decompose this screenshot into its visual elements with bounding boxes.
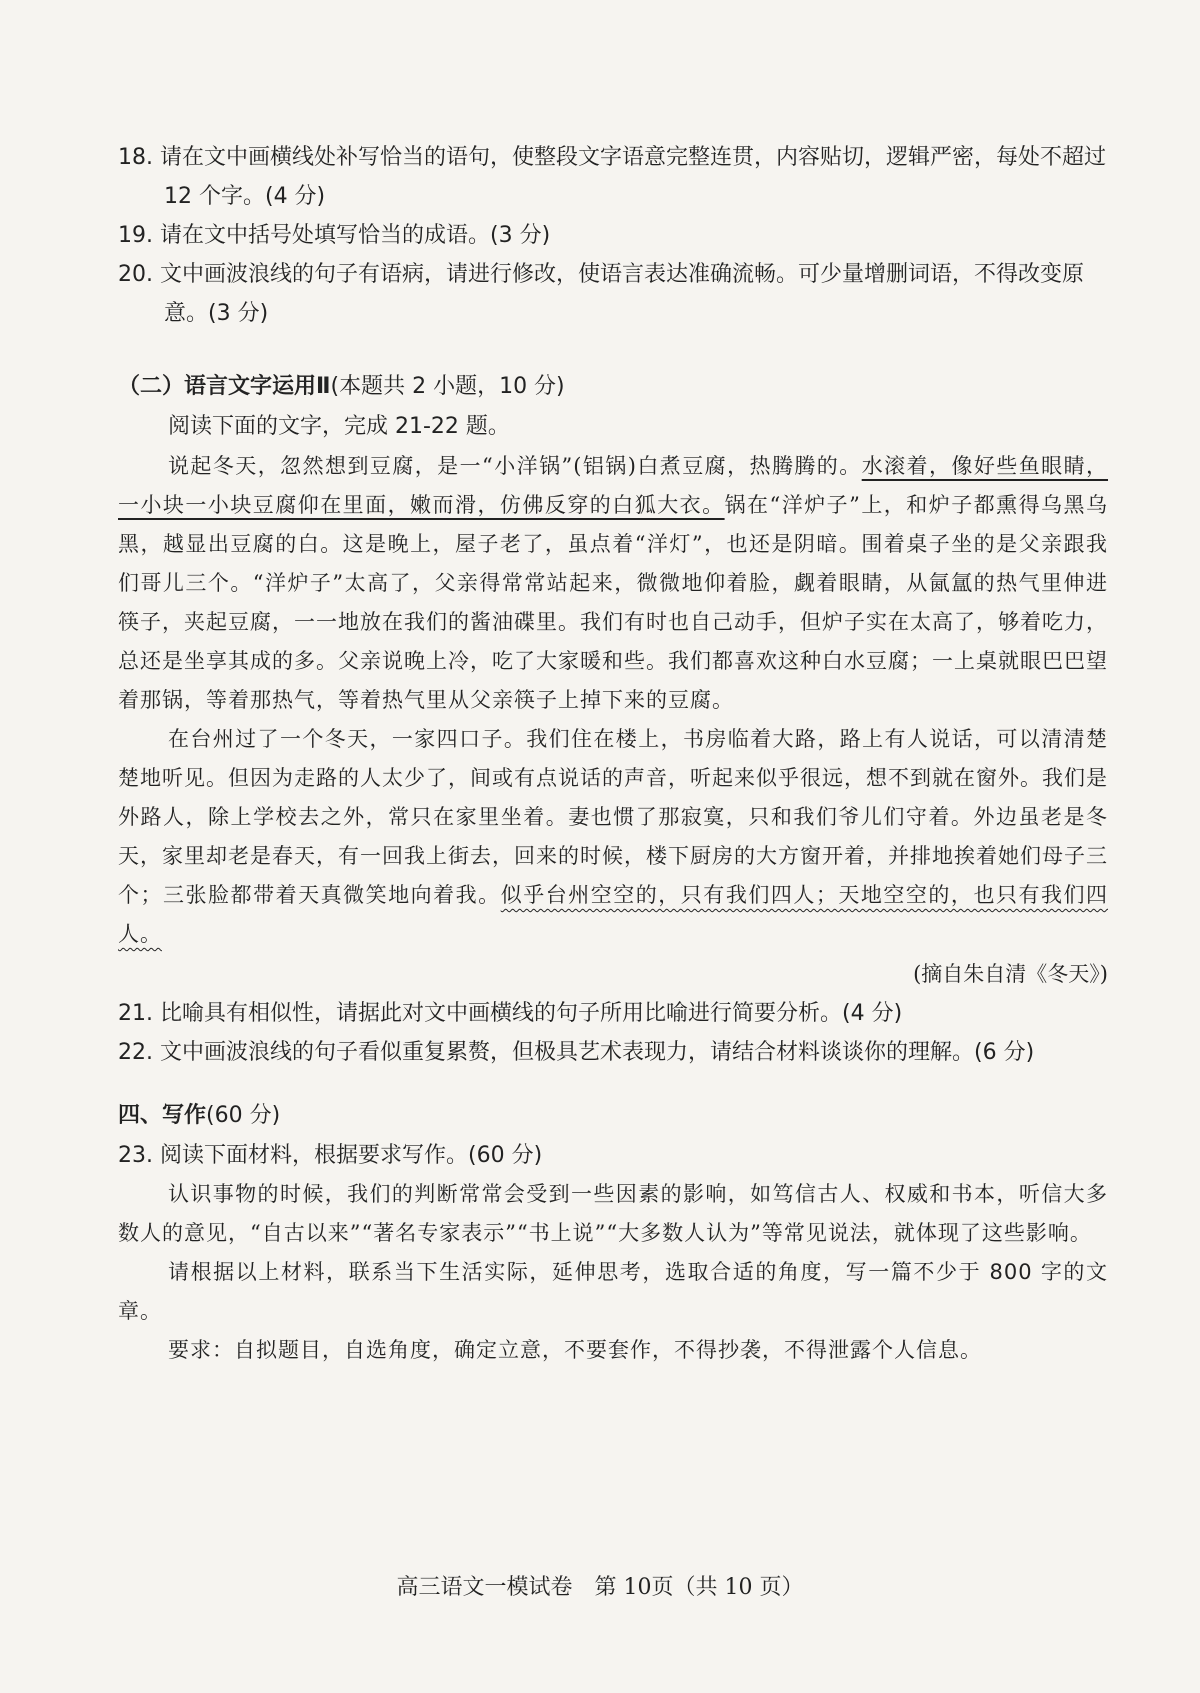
question-number: 19. [118,223,153,248]
section-4-score: (60 分) [206,1103,281,1128]
question-number: 21. [118,1001,153,1026]
wavy-underlined-sentence: 似乎台州空空的，只有我们四人；天地空空的，也只有我们四人。 [118,883,1109,946]
question-number: 20. [118,262,153,287]
passage-text: 在台州过了一个冬天，一家四口子。我们住在楼上，书房临着大路，路上有人说话，可以清清楚楚地听见。但因为走路的人太少了，间或有点说话的声音，听起来似乎很远，想不到就在窗外。我们是外路人，除上学校去之外，常只在家里坐着。妻也惯了那寂寞，只和我们爷儿们守着。外边虽老是冬天，家里却老是春天，有一回我上街去，回来的时候，楼下厨房的大方窗开着，并排地挨着她们母子三个；三张脸都带着天真微笑地向着我。 [118,727,1108,907]
page-footer: 高三语文一模试卷 第 10页（共 10 页） [396,1575,804,1600]
question-19 [118,216,1108,255]
question-text: 请在文中括号处填写恰当的成语。(3 分) [160,223,551,248]
question-20 [118,255,1108,333]
question-text: 请在文中画横线处补写恰当的语句，使整段文字语意完整连贯，内容贴切，逻辑严密，每处不超过 12 个字。(4 分) [160,145,1107,209]
passage-text: 锅在“洋炉子”上，和炉子都熏得乌黑乌黑，越显出豆腐的白。这是晚上，屋子老了，虽点着“洋灯”，也还是阴暗。围着桌子坐的是父亲跟我们哥儿三个。“洋炉子”太高了，父亲得常常站起来，微微地仰着脸，觑着眼睛，从氤氲的热气里伸进筷子，夹起豆腐，一一地放在我们的酱油碟里。我们有时也自己动手，但炉子实在太高了，够着吃力，总还是坐享其成的多。父亲说晚上冷，吃了大家暖和些。我们都喜欢这种白水豆腐；一上桌就眼巴巴望着那锅，等着那热气，等着热气里从父亲筷子上掉下来的豆腐。 [118,493,1108,712]
question-23 [118,1136,1108,1175]
question-text: 文中画波浪线的句子看似重复累赘，但极具艺术表现力，请结合材料谈谈你的理解。(6 分) [160,1040,1035,1065]
passage-paragraph-1 [118,447,1108,720]
underlined-sentence: 水滚着，像好些鱼眼睛，一小块一小块豆腐仰在里面，嫩而滑，仿佛反穿的白狐大衣。 [118,454,1109,517]
writing-material: 认识事物的时候，我们的判断常常会受到一些因素的影响，如笃信古人、权威和书本，听信大多数人的意见，“自古以来”“著名专家表示”“书上说”“大多数人认为”等常见说法，就体现了这些影响。 [118,1182,1108,1245]
writing-requirement: 要求：自拟题目，自选角度，确定立意，不要套作，不得抄袭，不得泄露个人信息。 [168,1338,982,1362]
question-18 [118,138,1108,216]
question-22 [118,1033,1108,1072]
passage-text: 说起冬天，忽然想到豆腐，是一“小洋锅”(铝锅)白煮豆腐，热腾腾的。 [168,454,862,478]
page-content [118,138,1108,1370]
question-text: 比喻具有相似性，请据此对文中画横线的句子所用比喻进行简要分析。(4 分) [160,1001,903,1026]
question-21 [118,994,1108,1033]
section-2-intro: 阅读下面的文字，完成 21-22 题。 [168,414,510,439]
question-text: 文中画波浪线的句子有语病，请进行修改，使语言表达准确流畅。可少量增删词语，不得改变原意。(3 分) [160,262,1085,326]
section-4-heading [118,1096,1108,1136]
writing-instruction: 请根据以上材料，联系当下生活实际，延伸思考，选取合适的角度，写一篇不少于 800 字的文章。 [118,1260,1108,1323]
passage-source: (摘自朱自清《冬天》) [913,962,1108,986]
passage-paragraph-2 [118,720,1108,954]
question-text: 阅读下面材料，根据要求写作。(60 分) [160,1143,543,1168]
section-2-score: (本题共 2 小题，10 分) [330,374,565,399]
section-2-heading [118,367,1108,407]
section-4-title: 四、写作 [118,1103,207,1128]
section-2-title: （二）语言文字运用Ⅱ [118,374,331,399]
question-number: 18. [118,145,153,170]
question-number: 23. [118,1143,153,1168]
question-number: 22. [118,1040,153,1065]
